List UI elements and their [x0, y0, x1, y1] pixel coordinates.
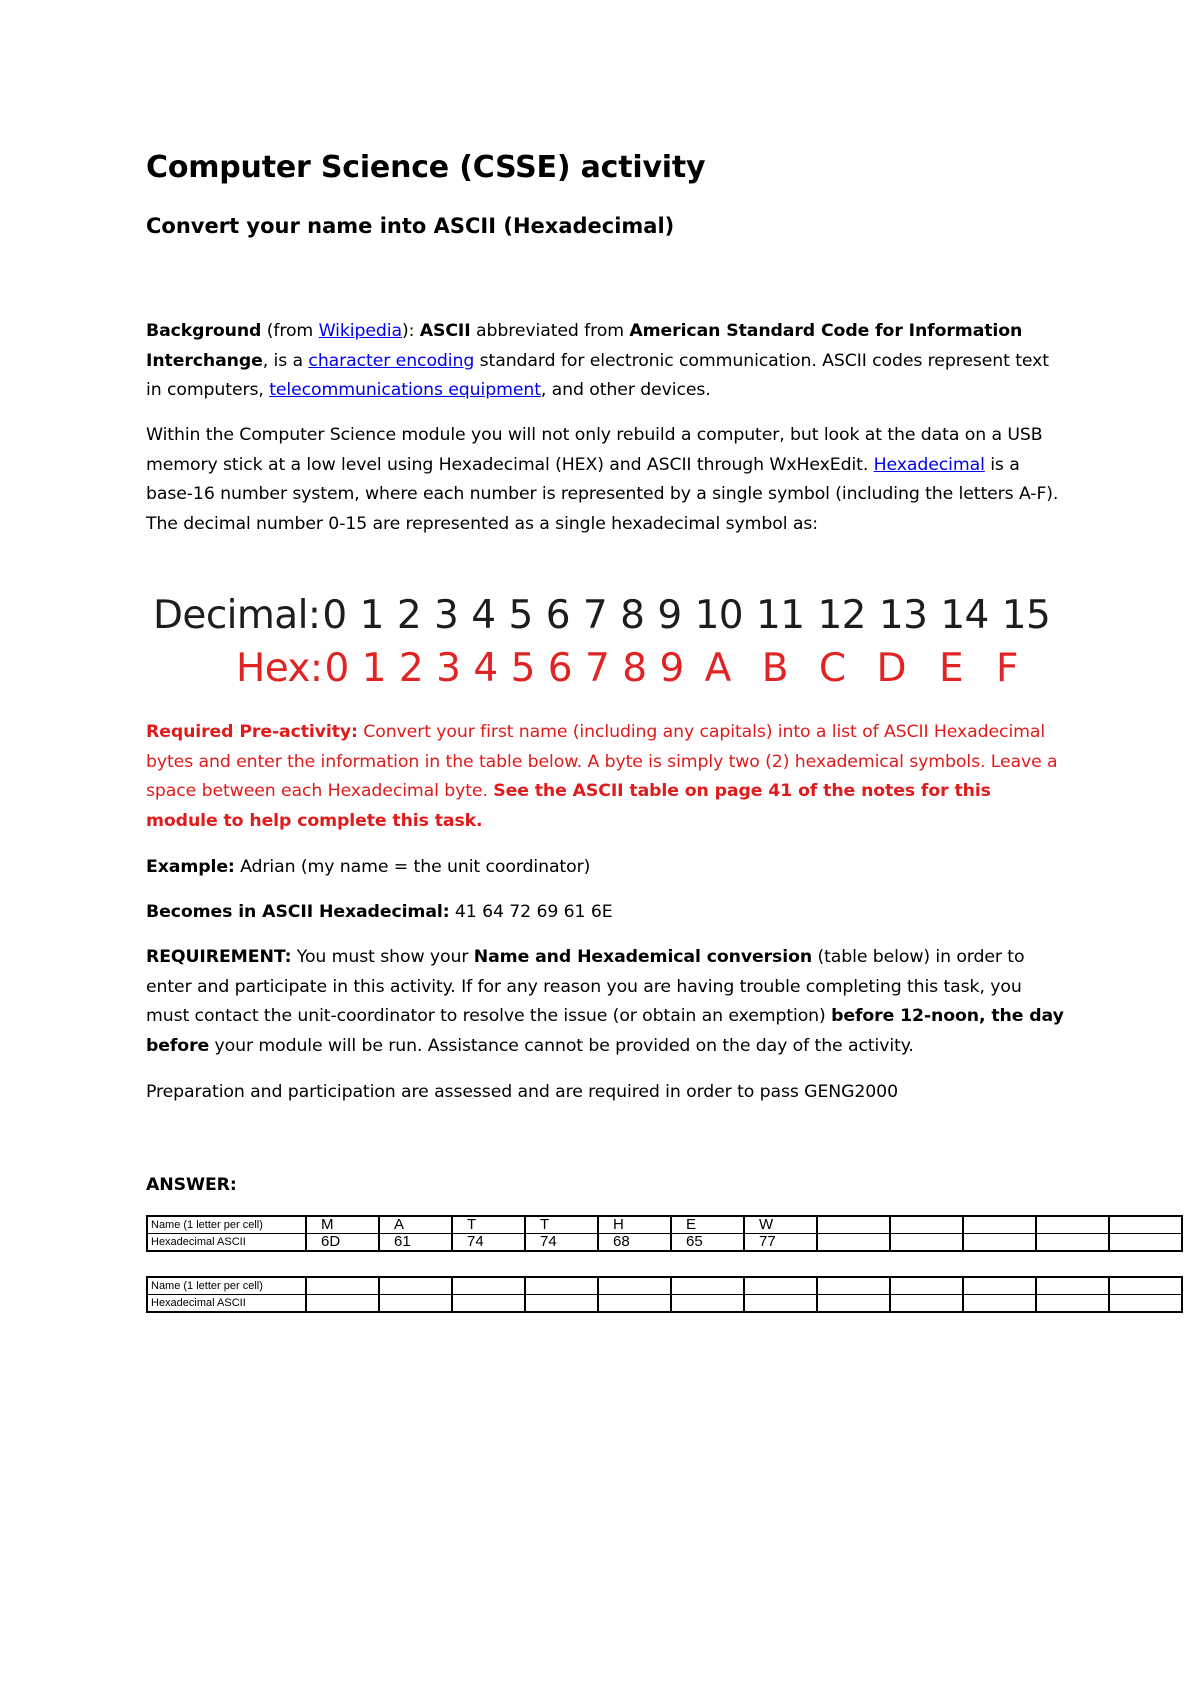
name-letter-cell[interactable]: [452, 1277, 525, 1295]
module-text-2: is a base-16 number system, where each number is represented by a single symbol (including the letters A-F). The decimal number 0-15 are represented as a single hexadecimal symbol as:: [146, 454, 1059, 534]
name-letter-cell[interactable]: M: [306, 1216, 379, 1234]
hex-byte-cell[interactable]: [963, 1234, 1036, 1252]
hex-byte-cell[interactable]: [1036, 1234, 1109, 1252]
hex-byte-cell[interactable]: [379, 1295, 452, 1313]
hex-value: 7: [585, 646, 610, 691]
hex-value: 8: [622, 646, 647, 691]
hex-byte-cell[interactable]: [817, 1234, 890, 1252]
module-text-1: Within the Computer Science module you will not only rebuild a computer, but look at the data on a USB memory stick at a low level using Hexadecimal (HEX) and ASCII through WxHexEdit.: [146, 425, 1043, 475]
name-letter-cell[interactable]: [890, 1277, 963, 1295]
requirement-bold-1: Name and Hexademical conversion: [473, 947, 813, 967]
requirement-text-1: You must show your: [291, 947, 474, 967]
name-letter-cell[interactable]: [379, 1277, 452, 1295]
hex-byte-cell[interactable]: [1036, 1295, 1109, 1313]
name-letter-cell[interactable]: [890, 1216, 963, 1234]
hex-byte-cell[interactable]: [1109, 1295, 1182, 1313]
name-letter-cell[interactable]: [963, 1216, 1036, 1234]
requirement-text-3: your module will be run. Assistance cannot be provided on the day of the activity.: [209, 1035, 914, 1056]
decimal-value: 13: [878, 593, 928, 638]
telecommunications-link[interactable]: telecommunications equipment: [269, 380, 541, 400]
ascii-term: ASCII: [419, 321, 471, 341]
module-paragraph: [146, 421, 1066, 539]
hex-value: F: [996, 646, 1018, 691]
name-letter-cell[interactable]: [671, 1277, 744, 1295]
hex-byte-cell[interactable]: [1109, 1234, 1182, 1252]
name-letter-cell[interactable]: T: [452, 1216, 525, 1234]
hex-byte-cell[interactable]: 65: [671, 1234, 744, 1252]
hex-value: B: [761, 646, 788, 691]
hex-byte-cell[interactable]: 68: [598, 1234, 671, 1252]
decimal-value: 0: [322, 593, 347, 638]
answer-table-1: [146, 1215, 1183, 1252]
page-subtitle: Convert your name into ASCII (Hexadecimal): [146, 214, 675, 238]
hex-value: 4: [473, 646, 498, 691]
decimal-value: 15: [1001, 593, 1051, 638]
preparation-line: Preparation and participation are assessed and are required in order to pass GENG2000: [146, 1082, 898, 1102]
hex-byte-cell[interactable]: [598, 1295, 671, 1313]
hex-row-label: Hexadecimal ASCII: [147, 1234, 306, 1252]
pre-activity-label: Required Pre-activity:: [146, 722, 358, 742]
hex-byte-cell[interactable]: [525, 1295, 598, 1313]
hex-byte-cell[interactable]: 77: [744, 1234, 817, 1252]
background-is-a: , is a: [262, 350, 309, 371]
hex-row: [236, 646, 1056, 694]
becomes-text: 41 64 72 69 61 6E: [449, 902, 613, 922]
ascii-full-name: American Standard Code for Information Interchange: [146, 321, 1023, 371]
decimal-value: 14: [940, 593, 989, 638]
example-line: [146, 853, 1066, 883]
hex-byte-cell[interactable]: [452, 1295, 525, 1313]
hex-byte-cell[interactable]: [671, 1295, 744, 1313]
requirement-text-2: (table below) in order to enter and participate in this activity. If for any reason you are having trouble completing this task, you must contact the unit-coordinator to resolve the issue (or obtain an exemption): [146, 947, 1025, 1026]
name-row: [147, 1216, 1182, 1234]
background-from-open: (from: [261, 321, 319, 341]
hex-byte-cell[interactable]: [817, 1295, 890, 1313]
hex-row: [147, 1295, 1182, 1313]
answer-table-2: [146, 1276, 1183, 1313]
becomes-line: [146, 898, 1066, 928]
hex-value: E: [938, 646, 964, 691]
decimal-row: [153, 593, 1053, 641]
requirement-bold-2: before 12-noon, the day before: [146, 1006, 1064, 1056]
name-letter-cell[interactable]: [1036, 1277, 1109, 1295]
name-row-label: Name (1 letter per cell): [147, 1216, 306, 1234]
decimal-value: 6: [545, 593, 570, 638]
hex-value: 3: [436, 646, 461, 691]
example-text: Adrian (my name = the unit coordinator): [234, 857, 591, 877]
decimal-value: 2: [396, 593, 422, 638]
name-letter-cell[interactable]: [1109, 1216, 1182, 1234]
name-letter-cell[interactable]: [817, 1216, 890, 1234]
decimal-label: Decimal:: [153, 593, 321, 638]
decimal-value: 1: [359, 593, 384, 638]
page-title: Computer Science (CSSE) activity: [146, 150, 706, 185]
name-letter-cell[interactable]: [598, 1277, 671, 1295]
hex-byte-cell[interactable]: [890, 1234, 963, 1252]
pre-activity-emphasis: See the ASCII table on page 41 of the notes for this module to help complete this task.: [146, 781, 991, 831]
background-label: Background: [146, 321, 262, 341]
name-letter-cell[interactable]: [306, 1277, 379, 1295]
answer-label-text: ANSWER:: [146, 1175, 237, 1195]
decimal-value: 9: [657, 593, 682, 638]
name-letter-cell[interactable]: [817, 1277, 890, 1295]
hex-value: C: [818, 646, 846, 691]
name-row: [147, 1277, 1182, 1295]
hex-label: Hex:: [236, 646, 323, 691]
name-letter-cell[interactable]: W: [744, 1216, 817, 1234]
hex-value: 2: [398, 646, 424, 691]
name-row-label: Name (1 letter per cell): [147, 1277, 306, 1295]
name-letter-cell[interactable]: H: [598, 1216, 671, 1234]
pre-activity-paragraph: [146, 718, 1066, 836]
decimal-value: 5: [508, 593, 533, 638]
decimal-value: 12: [817, 593, 866, 638]
background-from-close: ):: [401, 321, 420, 341]
becomes-label: Becomes in ASCII Hexadecimal:: [146, 902, 450, 922]
name-letter-cell[interactable]: [963, 1277, 1036, 1295]
background-after-encoding: standard for electronic communication. ASCII codes represent text in computers,: [146, 350, 1049, 400]
hex-value: 5: [510, 646, 535, 691]
pre-activity-text: Convert your first name (including any capitals) into a list of ASCII Hexadecimal bytes and enter the information in the table below. A byte is simply two (2) hexademical symbols. Leave a space between each Hexadecimal byte.: [146, 722, 1058, 801]
hex-value: D: [876, 646, 906, 691]
hex-value: 1: [361, 646, 386, 691]
hex-value: 0: [324, 646, 349, 691]
name-letter-cell[interactable]: [1109, 1277, 1182, 1295]
name-letter-cell[interactable]: A: [379, 1216, 452, 1234]
hex-byte-cell[interactable]: 61: [379, 1234, 452, 1252]
name-letter-cell[interactable]: [1036, 1216, 1109, 1234]
name-letter-cell[interactable]: E: [671, 1216, 744, 1234]
hex-byte-cell[interactable]: [963, 1295, 1036, 1313]
background-abbrev: abbreviated from: [470, 321, 630, 341]
hex-byte-cell[interactable]: 74: [525, 1234, 598, 1252]
hex-byte-cell[interactable]: [306, 1295, 379, 1313]
hex-byte-cell[interactable]: 6D: [306, 1234, 379, 1252]
character-encoding-link[interactable]: character encoding: [308, 350, 475, 371]
decimal-value: 10: [694, 593, 743, 638]
background-paragraph: [146, 317, 1066, 406]
hex-byte-cell[interactable]: [890, 1295, 963, 1313]
name-letter-cell[interactable]: [744, 1277, 817, 1295]
decimal-value: 8: [620, 593, 645, 638]
decimal-value: 11: [756, 593, 805, 638]
decimal-value: 4: [471, 593, 496, 638]
hex-value: 9: [659, 646, 684, 691]
decimal-value: 3: [434, 593, 459, 638]
decimal-value: 7: [582, 593, 608, 638]
wikipedia-link[interactable]: Wikipedia: [318, 321, 402, 341]
requirement-label: REQUIREMENT:: [146, 947, 292, 967]
hex-value: 6: [547, 646, 572, 691]
background-end: , and other devices.: [540, 380, 711, 400]
hex-byte-cell[interactable]: [744, 1295, 817, 1313]
hex-row-label: Hexadecimal ASCII: [147, 1295, 306, 1313]
example-label: Example:: [146, 857, 235, 877]
name-letter-cell[interactable]: [525, 1277, 598, 1295]
hex-value: A: [704, 646, 731, 691]
hex-byte-cell[interactable]: 74: [452, 1234, 525, 1252]
hex-row: [147, 1234, 1182, 1252]
answer-label: [146, 1171, 1066, 1201]
name-letter-cell[interactable]: T: [525, 1216, 598, 1234]
requirement-paragraph: [146, 943, 1066, 1061]
hexadecimal-link[interactable]: Hexadecimal: [873, 454, 985, 475]
